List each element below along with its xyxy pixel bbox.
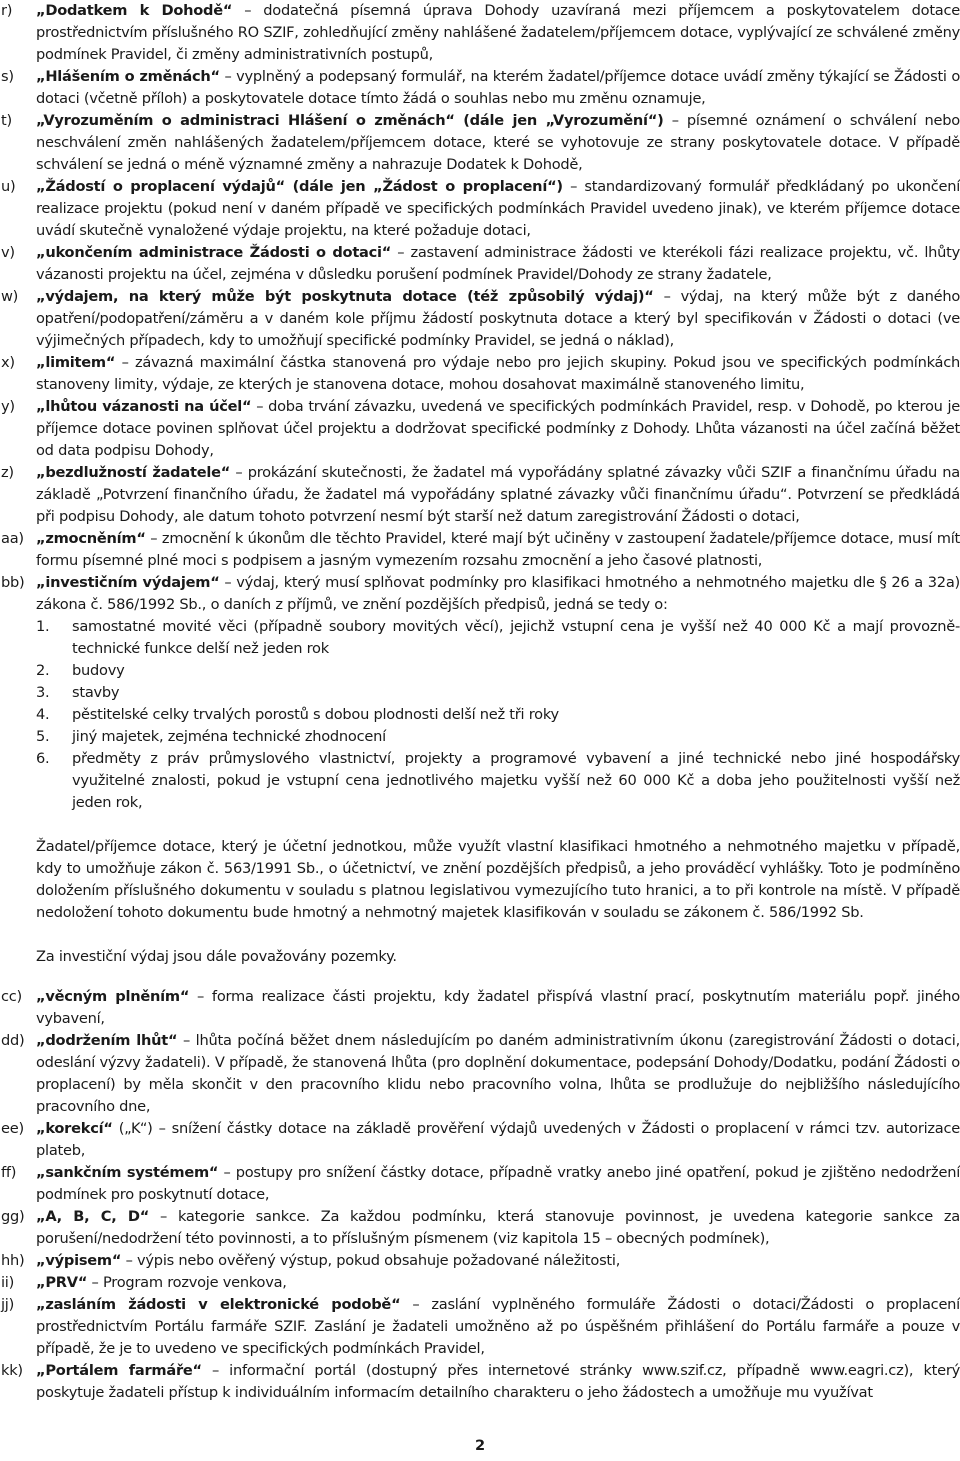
definition-item [0, 110, 960, 176]
definition-text: – standardizovaný formulář předkládaný po ukončení realizace projektu (pokud není v daném případě ve specifických podmínkách Pravidel uvedeno jinak), ve kterém příjemce dotace uvádí skutečně vynaložené výdaje projektu, na které požaduje dotaci, [36, 178, 960, 239]
numbered-item [36, 726, 960, 748]
definition-item [0, 242, 960, 286]
spacer [0, 968, 960, 986]
definitions-list-a [0, 0, 960, 616]
definition-text: – zastavení administrace žádosti ve kterékoli fázi realizace projektu, vč. lhůty vázanosti projektu na účel, zejména v důsledku porušení podmínek Pravidel/Dohody ze strany žadatele, [36, 244, 960, 283]
definition-label: dd) [1, 1032, 25, 1049]
definition-term: „sankčním systémem“ [36, 1164, 219, 1181]
definition-item [0, 1118, 960, 1162]
definition-label: ii) [1, 1274, 15, 1291]
definition-term: „výpisem“ [36, 1252, 122, 1269]
definition-item [0, 1360, 960, 1404]
definition-item [0, 1030, 960, 1118]
definition-item [0, 1272, 960, 1294]
definition-item [0, 66, 960, 110]
definition-term: „Portálem farmáře“ [36, 1362, 202, 1379]
numbered-item [36, 616, 960, 660]
item-number: 5. [36, 728, 50, 745]
definition-item [0, 462, 960, 528]
definitions-list-b [0, 986, 960, 1404]
definition-term: „Vyrozuměním o administraci Hlášení o změnách“ (dále jen „Vyrozumění“) [36, 112, 664, 129]
definition-label: ee) [1, 1120, 24, 1137]
definition-item [0, 176, 960, 242]
item-text: samostatné movité věci (případně soubory movitých věcí), jejichž vstupní cena je vyšší než 40 000 Kč a mají provozně-technické funkce delší než jeden rok [72, 618, 960, 657]
definition-text: („K“) – snížení částky dotace na základě prověření výdajů uvedených v Žádosti o proplacení v rámci tzv. autorizace plateb, [36, 1120, 960, 1159]
definition-label: y) [1, 398, 15, 415]
item-text: budovy [72, 662, 125, 679]
numbered-item [36, 660, 960, 682]
definition-term: „ukončením administrace Žádosti o dotaci“ [36, 244, 392, 261]
definition-text: – doba trvání závazku, uvedená ve specifických podmínkách Pravidel, resp. v Dohodě, po kterou je příjemce dotace povinen splňovat účel projektu a dodržovat specifické podmínky z Dohody. Lhůta vázanosti na účel začíná běžet od data podpisu Dohody, [36, 398, 960, 459]
definition-term: „věcným plněním“ [36, 988, 190, 1005]
definition-term: „zasláním žádosti v elektronické podobě“ [36, 1296, 401, 1313]
item-text: předměty z práv průmyslového vlastnictví, projekty a programové vybavení a jiné technické nebo jiné hospodářsky využitelné znalosti, pokud je vstupní cena jednotlivého majetku vyšší než 60 000 Kč a doba jeho použitelnosti vyšší než jeden rok, [72, 750, 960, 811]
item-number: 4. [36, 706, 50, 723]
item-number: 3. [36, 684, 50, 701]
definition-item [0, 528, 960, 572]
definition-term: „Dodatkem k Dohodě“ [36, 2, 233, 19]
definition-text: – vyplněný a podepsaný formulář, na kterém žadatel/příjemce dotace uvádí změny týkající se Žádosti o dotaci (včetně příloh) a poskytovatele dotace tímto žádá o souhlas nebo mu změnu oznamuje, [36, 68, 960, 107]
definition-term: „korekcí“ [36, 1120, 113, 1137]
definition-term: „bezdlužností žadatele“ [36, 464, 231, 481]
definition-text: – kategorie sankce. Za každou podmínku, která stanovuje povinnost, je uvedena kategorie sankce za porušení/nedodržení této povinnosti, a to příslušným písmenem (viz kapitola 15 – obecných podmínek), [36, 1208, 960, 1247]
definition-label: t) [1, 112, 12, 129]
definition-item [0, 1294, 960, 1360]
definition-term: „Žádostí o proplacení výdajů“ (dále jen „Žádost o proplacení“) [36, 178, 563, 195]
definition-label: r) [1, 2, 13, 19]
numbered-item [36, 704, 960, 726]
definition-item [0, 352, 960, 396]
definition-label: cc) [1, 988, 22, 1005]
definition-label: v) [1, 244, 15, 261]
paragraph-land: Za investiční výdaj jsou dále považovány pozemky. [36, 948, 397, 965]
definition-label: bb) [1, 574, 25, 591]
definition-term: „výdajem, na který může být poskytnuta dotace (též způsobilý výdaj)“ [36, 288, 654, 305]
definition-term: „investičním výdajem“ [36, 574, 220, 591]
definition-item [0, 572, 960, 616]
definition-label: s) [1, 68, 14, 85]
investment-items-list [36, 616, 960, 814]
definition-label: ff) [1, 1164, 17, 1181]
definition-text: – forma realizace části projektu, kdy žadatel přispívá vlastní prací, poskytnutím materiálu popř. jiného vybavení, [36, 988, 960, 1027]
definition-term: „A, B, C, D“ [36, 1208, 150, 1225]
definition-term: „lhůtou vázanosti na účel“ [36, 398, 252, 415]
page-number: 2 [475, 1437, 485, 1454]
item-number: 2. [36, 662, 50, 679]
definition-label: u) [1, 178, 16, 195]
definition-term: „zmocněním“ [36, 530, 146, 547]
definition-label: hh) [1, 1252, 25, 1269]
definition-text: – výdaj, který musí splňovat podmínky pro klasifikaci hmotného a nehmotného majetku dle § 26 a 32a) zákona č. 586/1992 Sb., o daních z příjmů, ve znění pozdějších předpisů, jedná se tedy o: [36, 574, 960, 613]
definition-label: w) [1, 288, 19, 305]
definition-label: gg) [1, 1208, 25, 1225]
definition-item [0, 396, 960, 462]
paragraph-accounting: Žadatel/příjemce dotace, který je účetní jednotkou, může využít vlastní klasifikaci hmotného a nehmotného majetku v případě, kdy to umožňuje zákon č. 563/1991 Sb., o účetnictví, ve znění pozdějších předpisů, a jeho prováděcí vyhlášky. Toto je podmíněno doložením příslušného dokumentu v souladu s platnou legislativou vymezujícího tuto hranici, a to při kontrole na místě. V případě nedoložení tohoto dokumentu bude hmotný a nehmotný majetek klasifikován v souladu se zákonem č. 586/1992 Sb. [36, 838, 960, 921]
definition-text: – výdaj, na který může být z daného opatření/podopatření/záměru a v daném kole příjmu žádostí poskytnuta dotace a který byl specifikován v Žádosti o dotaci (ve výjimečných případech, kdy to umožňují specifické podmínky Pravidel, se jedná o náklad), [36, 288, 960, 349]
definition-label: aa) [1, 530, 24, 547]
definition-item [0, 0, 960, 66]
definition-label: kk) [1, 1362, 23, 1379]
definition-text: – postupy pro snížení částky dotace, případně vratky anebo jiné opatření, pokud je zjištěno nedodržení podmínek pro poskytnutí dotace, [36, 1164, 960, 1203]
definition-item [0, 986, 960, 1030]
definition-label: x) [1, 354, 15, 371]
item-number: 1. [36, 618, 50, 635]
spacer [0, 814, 960, 836]
definition-text: – prokázání skutečnosti, že žadatel má vypořádány splatné závazky vůči SZIF a finančnímu úřadu na základě „Potvrzení finančního úřadu, že žadatel má vypořádány splatné závazky vůči finančnímu úřadu“. Potvrzení se předkládá při podpisu Dohody, ale datum tohoto potvrzení nesmí být starší než datum zaregistrování Žádosti o dotaci, [36, 464, 960, 525]
definition-text: – zaslání vyplněného formuláře Žádosti o dotaci/Žádosti o proplacení prostřednictvím Portálu farmáře SZIF. Zaslání je žadateli umožněno až po úspěšném přihlášení do Portálu farmáře a pouze v případě, že je to uvedeno ve specifických podmínkách Pravidel, [36, 1296, 960, 1357]
definition-term: „PRV“ [36, 1274, 88, 1291]
item-number: 6. [36, 750, 50, 767]
definition-label: z) [1, 464, 14, 481]
definition-item [0, 286, 960, 352]
definition-text: – závazná maximální částka stanovená pro výdaje nebo pro jejich skupiny. Pokud jsou ve specifických podmínkách stanoveny limity, výdaje, ze kterých je stanovena dotace, mohou dosahovat maximálně stanoveného limitu, [36, 354, 960, 393]
definition-text: – Program rozvoje venkova, [87, 1274, 287, 1291]
definition-text: – lhůta počíná běžet dnem následujícím po daném administrativním úkonu (zaregistrování Žádosti o dotaci, odeslání výzvy žadateli). V případě, že stanovená lhůta (pro doplnění dokumentace, podepsání Dohody/Dodatku, podání Žádosti o proplacení) by měla skončit v den pracovního klidu nebo pracovního volna, lhůta se prodlužuje do nejbližšího následujícího pracovního dne, [36, 1032, 960, 1115]
spacer [0, 924, 960, 946]
numbered-item [36, 682, 960, 704]
definition-term: „Hlášením o změnách“ [36, 68, 220, 85]
definition-text: – výpis nebo ověřený výstup, pokud obsahuje požadované náležitosti, [121, 1252, 621, 1269]
definition-text: – informační portál (dostupný přes internetové stránky www.szif.cz, případně www.eagri.cz), který poskytuje žadateli přístup k individuálním informacím detailního charakteru o jeho žádostech a umožňuje mu využívat [36, 1362, 960, 1401]
item-text: stavby [72, 684, 120, 701]
item-text: pěstitelské celky trvalých porostů s dobou plodnosti delší než tři roky [72, 706, 559, 723]
definition-text: – dodatečná písemná úprava Dohody uzavíraná mezi příjemcem a poskytovatelem dotace prostřednictvím příslušného RO SZIF, zohledňující změny nahlášené žadatelem/příjemcem dotace, vyplývající ze schválené změny podmínek Pravidel, či změny administrativních postupů, [36, 2, 960, 63]
definition-term: „limitem“ [36, 354, 116, 371]
definition-label: jj) [1, 1296, 15, 1313]
definition-item [0, 1250, 960, 1272]
definition-text: – písemné oznámení o schválení nebo neschválení změn nahlášených žadatelem/příjemcem dotace, které se vyhotovuje ze strany poskytovatele dotace. V případě schválení se jedná o méně významné změny a nahrazuje Dodatek k Dohodě, [36, 112, 960, 173]
definition-term: „dodržením lhůt“ [36, 1032, 178, 1049]
definition-item [0, 1206, 960, 1250]
definition-item [0, 1162, 960, 1206]
item-text: jiný majetek, zejména technické zhodnocení [72, 728, 386, 745]
definition-text: – zmocnění k úkonům dle těchto Pravidel, které mají být učiněny v zastoupení žadatele/příjemce dotace, musí mít formu písemné plné moci s podpisem a jasným vymezením rozsahu zmocnění a jeho časové platnosti, [36, 530, 960, 569]
numbered-item [36, 748, 960, 814]
